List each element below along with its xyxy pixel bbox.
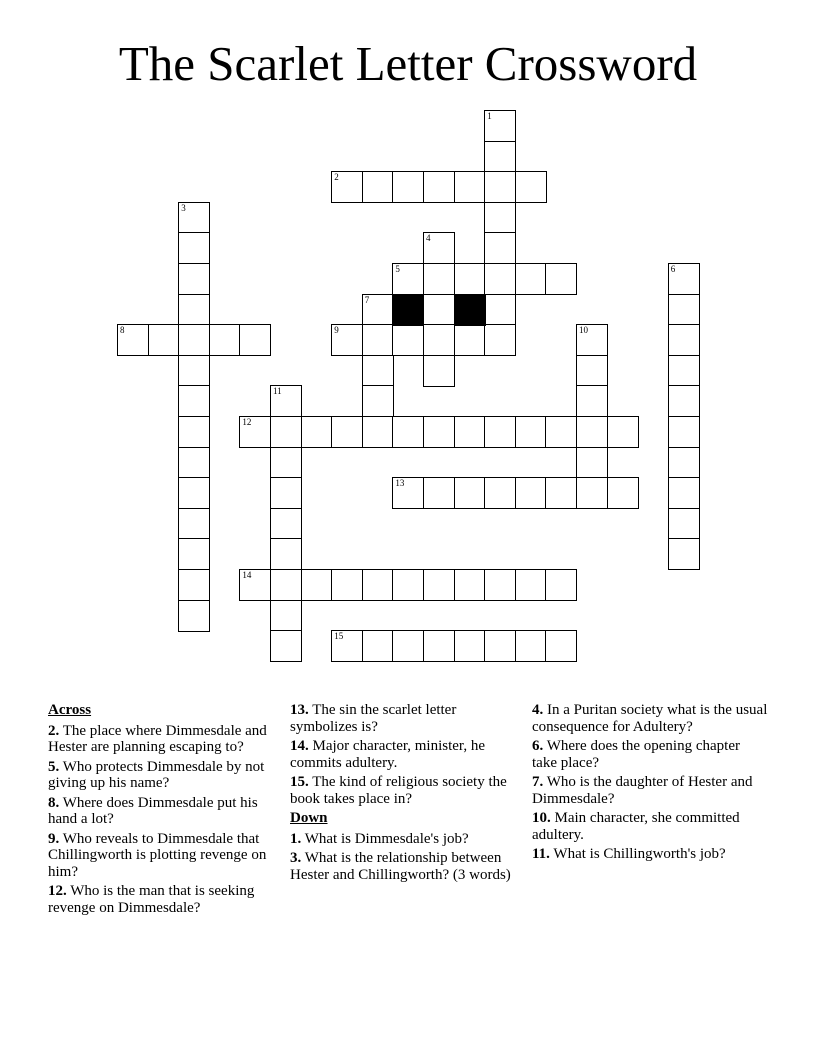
clue-number: 12. [48,883,67,899]
grid-cell[interactable] [484,202,516,234]
grid-cell[interactable] [270,385,302,417]
grid-cell[interactable] [668,263,700,295]
clue-text: Who is the man that is seeking revenge on Dimmesdale? [48,883,255,916]
clue-item [532,738,768,771]
grid-block [392,294,424,326]
grid-cell[interactable] [484,477,516,509]
clues-column-1 [48,702,284,919]
grid-cell[interactable] [607,477,639,509]
grid-cell[interactable] [454,171,486,203]
grid-cell[interactable] [117,324,149,356]
grid-cell[interactable] [178,569,210,601]
grid-cell[interactable] [515,477,547,509]
grid-cell[interactable] [270,600,302,632]
grid-cell[interactable] [270,447,302,479]
clue-item [290,702,526,735]
clue-item [48,831,284,881]
clue-text: The kind of religious society the book takes place in? [290,774,507,807]
grid-cell[interactable] [362,569,394,601]
clue-item [290,774,526,807]
grid-cell[interactable] [576,385,608,417]
grid-cell[interactable] [239,416,271,448]
grid-cell[interactable] [362,171,394,203]
cell-number: 12 [242,417,252,427]
grid-cell[interactable] [178,324,210,356]
grid-cell[interactable] [607,416,639,448]
cell-number: 6 [670,264,676,274]
clue-item [48,883,284,916]
grid-cell[interactable] [454,630,486,662]
grid-cell[interactable] [331,416,363,448]
grid-cell[interactable] [515,569,547,601]
clue-text: Where does Dimmesdale put his hand a lot? [48,794,258,827]
grid-cell[interactable] [392,569,424,601]
clue-number: 1. [290,830,302,847]
grid-cell[interactable] [454,416,486,448]
grid-cell[interactable] [209,324,241,356]
grid-cell[interactable] [178,202,210,234]
grid-cell[interactable] [484,232,516,264]
grid-cell[interactable] [392,477,424,509]
grid-cell[interactable] [576,416,608,448]
clue-number: 11. [532,846,550,862]
grid-cell[interactable] [362,294,394,326]
grid-cell[interactable] [270,477,302,509]
cell-number: 14 [242,570,252,580]
grid-cell[interactable] [178,232,210,264]
grid-cell[interactable] [515,263,547,295]
clue-item [532,846,768,863]
grid-block [454,294,486,326]
clue-number: 6. [532,738,544,754]
grid-cell[interactable] [484,569,516,601]
grid-cell[interactable] [576,447,608,479]
grid-cell[interactable] [178,263,210,295]
grid-cell[interactable] [545,630,577,662]
clue-item [290,850,526,883]
grid-cell[interactable] [484,416,516,448]
clue-number: 10. [532,810,551,826]
grid-cell[interactable] [392,416,424,448]
clue-number: 7. [532,774,544,790]
grid-cell[interactable] [668,447,700,479]
grid-cell[interactable] [423,569,455,601]
clue-number: 14. [290,738,309,754]
cell-number: 7 [364,294,370,305]
grid-cell[interactable] [331,630,363,662]
grid-cell[interactable] [178,600,210,632]
grid-cell[interactable] [454,569,486,601]
grid-cell[interactable] [178,447,210,479]
grid-cell[interactable] [392,324,424,356]
clue-number: 13. [290,702,309,718]
clue-item [532,810,768,843]
clue-number: 2. [48,722,60,739]
grid-cell[interactable] [454,477,486,509]
grid-cell[interactable] [423,294,455,326]
grid-cell[interactable] [423,355,455,387]
clue-text: Major character, minister, he commits adultery. [290,738,485,771]
clue-number: 5. [48,758,60,775]
grid-cell[interactable] [668,324,700,356]
clue-item [532,702,768,735]
grid-cell[interactable] [392,171,424,203]
clue-text: What is Dimmesdale's job? [301,830,469,847]
grid-cell[interactable] [423,324,455,356]
clue-text: The place where Dimmesdale and Hester are planning escaping to? [48,722,267,755]
cell-number: 9 [334,325,339,336]
clue-number: 4. [532,702,544,718]
clue-item [48,795,284,828]
grid-cell[interactable] [392,630,424,662]
grid-cell[interactable] [484,141,516,173]
grid-cell[interactable] [454,324,486,356]
cell-number: 3 [181,202,186,213]
clue-text: Where does the opening chapter take place? [532,738,740,771]
grid-cell[interactable] [270,416,302,448]
cell-number: 15 [334,631,344,642]
clue-number: 9. [48,830,60,847]
grid-cell[interactable] [545,263,577,295]
clue-text: The sin the scarlet letter symbolizes is? [290,702,457,735]
grid-cell[interactable] [454,263,486,295]
grid-cell[interactable] [239,569,271,601]
grid-cell[interactable] [362,630,394,662]
clue-number: 8. [48,794,60,811]
page-title: The Scarlet Letter Crossword [118,36,698,91]
grid-cell[interactable] [178,508,210,540]
clue-text: In a Puritan society what is the usual consequence for Adultery? [532,702,768,735]
grid-cell[interactable] [515,171,547,203]
grid-cell[interactable] [576,477,608,509]
grid-cell[interactable] [423,477,455,509]
grid-cell[interactable] [331,569,363,601]
grid-cell[interactable] [576,324,608,356]
grid-cell[interactable] [239,324,271,356]
clue-text: Who protects Dimmesdale by not giving up his name? [48,758,265,791]
grid-cell[interactable] [515,416,547,448]
clue-heading: Down [290,810,328,826]
grid-cell[interactable] [484,171,516,203]
grid-cell[interactable] [270,630,302,662]
grid-cell[interactable] [178,294,210,326]
cell-number: 8 [120,325,125,336]
clue-item [290,831,526,848]
grid-cell[interactable] [545,477,577,509]
cell-number: 1 [487,111,492,121]
clue-item [290,738,526,771]
grid-cell[interactable] [515,630,547,662]
grid-cell[interactable] [270,569,302,601]
grid-cell[interactable] [270,508,302,540]
grid-cell[interactable] [423,630,455,662]
grid-cell[interactable] [331,171,363,203]
grid-cell[interactable] [668,538,700,570]
grid-cell[interactable] [423,232,455,264]
cell-number: 5 [395,264,400,274]
grid-cell[interactable] [148,324,180,356]
clue-text: Who reveals to Dimmesdale that Chillingworth is plotting revenge on him? [48,830,267,880]
clue-heading: Across [48,702,92,718]
grid-cell[interactable] [362,416,394,448]
grid-cell[interactable] [668,294,700,326]
grid-cell[interactable] [423,416,455,448]
grid-cell[interactable] [484,630,516,662]
clue-text: Who is the daughter of Hester and Dimmesdale? [532,774,753,807]
clues-column-3 [532,702,768,866]
clue-item [532,774,768,807]
grid-cell[interactable] [178,385,210,417]
clue-text: What is the relationship between Hester and Chillingworth? (3 words) [290,850,511,883]
grid-cell[interactable] [484,294,516,326]
grid-cell[interactable] [484,324,516,356]
clue-item [48,759,284,792]
grid-cell[interactable] [362,324,394,356]
grid-cell[interactable] [423,263,455,295]
grid-cell[interactable] [423,171,455,203]
grid-cell[interactable] [484,263,516,295]
cell-number: 2 [334,172,339,183]
grid-cell[interactable] [178,355,210,387]
cell-number: 4 [426,233,431,244]
grid-cell[interactable] [668,416,700,448]
grid-cell[interactable] [178,477,210,509]
grid-cell[interactable] [668,385,700,417]
grid-cell[interactable] [545,569,577,601]
cell-number: 11 [273,386,282,397]
clue-number: 15. [290,774,309,790]
grid-cell[interactable] [301,416,333,448]
grid-cell[interactable] [362,385,394,417]
grid-cell[interactable] [576,355,608,387]
clue-text: Main character, she committed adultery. [532,810,740,843]
cell-number: 13 [395,478,405,489]
grid-cell[interactable] [545,416,577,448]
grid-cell[interactable] [178,538,210,570]
grid-cell[interactable] [668,355,700,387]
grid-cell[interactable] [301,569,333,601]
grid-cell[interactable] [668,477,700,509]
grid-cell[interactable] [178,416,210,448]
grid-cell[interactable] [362,355,394,387]
grid-cell[interactable] [392,263,424,295]
clues-column-2 [290,702,526,886]
cell-number: 10 [579,325,588,336]
clue-item [48,723,284,756]
grid-cell[interactable] [668,508,700,540]
clue-text: What is Chillingworth's job? [549,846,726,862]
grid-cell[interactable] [331,324,363,356]
grid-cell[interactable] [484,110,516,142]
clue-number: 3. [290,850,302,866]
grid-cell[interactable] [270,538,302,570]
